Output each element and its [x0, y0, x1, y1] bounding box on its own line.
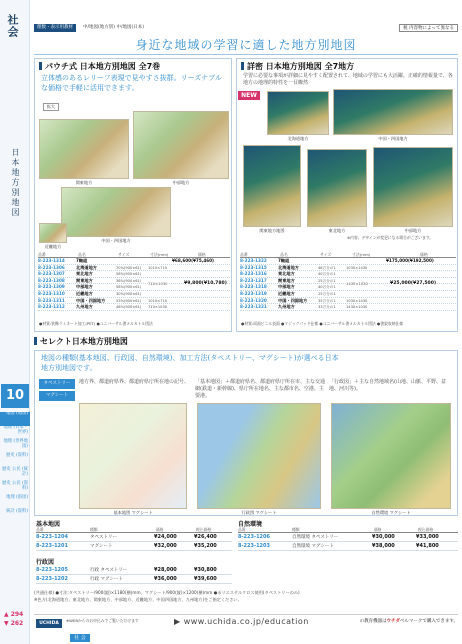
sidebar-nav-item[interactable]: 歴史 公民 (資料) [2, 481, 28, 491]
footnote: ※内容、デザインが変更になる場合がございます。 [347, 235, 434, 240]
table-header: 品番 品名 サイズ 寸法(mm) 価格 [38, 252, 230, 258]
map-caption: 東北地方 [328, 228, 346, 233]
panel-desc: 学習に必要な事項が詳細に見やすく配置されて、地域の学習にも大活躍。正確的情報量で、各地方の地理的特性を一目瞭然 [243, 73, 453, 86]
section-lead: 地図の種類(基本地図、行政図、自然環境)、加工方法(タペストリー、マグシート)が選べる日本地方別地図です。 [41, 354, 339, 372]
sidebar-nav-item[interactable]: 地理 (日本・世界) [3, 425, 28, 435]
order-note: ※色方(北海道地方、東北地方、関東地方、中部地方、近畿地方、中国四国地方、九州地方)をご指定ください。 [34, 597, 242, 602]
table-row: 8-223-1321 九州地方 33万分の1 1430×1030 [240, 304, 456, 311]
table-header: 品番 品名 サイズ 寸法(mm) 価格 [240, 252, 456, 258]
sidebar-subtitle: 日本地方別地図 [11, 148, 20, 218]
spec-note: ●材質:装飾ラミネート加工(PET) ●ユニバーサル書メルカトル図法 [39, 321, 153, 326]
map-caption: 行政図 マグシート [241, 510, 277, 515]
table-row: 8-223-1311 中国・四国地方 53%(900×61) 1010×710 [38, 298, 230, 305]
top-bar [34, 24, 458, 32]
sidebar-nav-item[interactable]: 歴史 (資料) [6, 453, 28, 458]
map-thumbnail [333, 89, 453, 135]
map-thumbnail [197, 403, 321, 509]
product-table [38, 252, 230, 311]
page-ref[interactable]: 294 [10, 611, 24, 618]
page-ref[interactable]: 262 [10, 620, 24, 627]
panel-select-maps [34, 350, 458, 516]
sidebar-nav-item[interactable]: 地図 (地図) [0, 412, 30, 426]
section-header [34, 336, 458, 348]
sidebar-nav [0, 412, 30, 524]
sidebar-nav-item[interactable]: 地理 (掛図) [6, 495, 28, 500]
table-row: 8-223-1319 近畿地方 25万分の1 [240, 291, 456, 298]
table-row: 8-223-1322 7軸組 ¥175,000(¥192,500) [240, 258, 456, 265]
map-thumbnail [39, 223, 67, 243]
table-row: 8-223-1308 関東地方 36%(900×61) [38, 278, 230, 285]
panel-title: 詳密 日本地方別地図 全7地方 [241, 61, 354, 72]
map-caption: 中国・四国地方 [101, 238, 131, 243]
table-row: 8-223-1201 マグシート ¥32,000 ¥35,200 [36, 542, 232, 551]
map-thumbnail [373, 147, 453, 227]
table-title: 行政図 [36, 559, 55, 566]
table-row: 8-223-1318 中部地方 40万分の1 [240, 284, 456, 291]
map-thumbnail [307, 149, 367, 227]
map-caption: 中部地方 [404, 228, 422, 233]
desc-nature: 「行政図」＋主な自然地域名(山地、山脈、平野、盆地、河川等)。 [329, 379, 446, 392]
table-title: 基本地図 [36, 521, 61, 528]
map-caption: 関東地方 [75, 180, 93, 185]
map-thumbnail [61, 187, 171, 237]
table-row: 8-223-1204 タペストリー ¥24,000 ¥26,400 [36, 533, 232, 542]
map-thumbnail [133, 111, 229, 179]
table-row: 8-223-1309 中部地方 58%(900×61) [38, 284, 230, 291]
map-thumbnail [39, 119, 129, 179]
chapter-number: 10 [1, 384, 29, 408]
table-header: 品番 種類 価格 税込価格 [36, 527, 232, 533]
bellmark-note: の教育機器はウチダベルマークで購入できます。 [359, 619, 458, 624]
common-spec: (共通仕様) ●寸法:タペストリー/900(縦)×1180(横)mm、マグシート/900(縦)×1200(横)mm ●ポリエステルクロス使用(タペストリーのみ) [34, 590, 300, 595]
panel-title: パウチ式 日本地方別地図 全7巻 [39, 61, 160, 72]
map-caption: 中国・四国地方 [378, 136, 408, 141]
map-thumbnail [331, 403, 451, 509]
table-row: 8-223-1205 行政 タペストリー ¥28,000 ¥30,800 [36, 566, 232, 575]
spec-note: ●材質:両面ビニル表面 ●マジックパッド仕様 ●ユニバーサル書メルカトル図法 ●書架収納仕様 [241, 321, 404, 326]
website-link[interactable]: ▶ www.uchida.co.jp/education [174, 617, 309, 626]
desc-basic: 地方界、都道府県界、都道府県庁所在地の記号、 [79, 379, 190, 385]
table-row: 8-223-1203 自然環境 マグシート ¥38,000 ¥41,800 [238, 542, 458, 551]
price-table-admin [36, 566, 232, 584]
sidebar-nav-item[interactable]: 地理 (世界地図) [3, 439, 28, 449]
shared-dimension: 1430×1030 [346, 282, 368, 286]
banner [34, 35, 458, 55]
sidebar-nav-item[interactable]: 統計 (資料) [6, 509, 28, 514]
footer [34, 614, 458, 630]
left-sidebar [0, 0, 30, 644]
page-refs: ▲ 294 ▼ 262 [4, 611, 24, 627]
table-row: 8-223-1202 行政 マグシート ¥36,000 ¥39,600 [36, 575, 232, 584]
shared-price: ¥25,000(¥27,500) [390, 281, 437, 286]
map-caption: 近畿地方 [44, 244, 62, 249]
shared-price: ¥9,800(¥10,780) [184, 281, 227, 286]
map-thumbnail [79, 403, 187, 509]
price-tag: 税 内容物によって異なる [399, 24, 458, 32]
table-row: 8-223-1314 7軸組 ¥68,600(¥75,460) [38, 258, 230, 265]
table-row: 8-223-1310 近畿地方 30%(900×61) [38, 291, 230, 298]
product-table [240, 252, 456, 311]
table-row: 8-223-1306 北海道地方 70%(900×61) 1010×710 [38, 265, 230, 272]
panel-pouch-maps [34, 58, 232, 332]
panel-lead: 立体感のあるレリーフ表現で見やすさ抜群。リーズナブルな価格で手軽に活用できます。 [41, 74, 222, 92]
web-note: ※WEBからのお申込みでご覧いただけます [66, 618, 139, 623]
uchida-logo: UCHIDA [36, 619, 62, 628]
new-badge: NEW [238, 91, 260, 100]
map-caption: 中部地方 [172, 180, 190, 185]
panel-detailed-maps [236, 58, 458, 332]
table-row: 8-223-1307 東北地方 58%(900×61) [38, 271, 230, 278]
table-row: 8-223-1316 東北地方 40万分の1 [240, 271, 456, 278]
footer-notes [34, 589, 458, 603]
type-label: マグシート [39, 391, 75, 401]
map-caption: 関東地方地図 [259, 228, 285, 233]
map-caption: 基本地図 マグシート [113, 510, 153, 515]
type-label: タペストリー [39, 379, 75, 389]
sidebar-category: 社会 [6, 14, 19, 38]
sidebar-nav-item[interactable]: 歴史 公民 (統計) [2, 467, 28, 477]
price-table-basic [36, 527, 232, 551]
table-row: 8-223-1320 中国・四国地方 35万分の1 1030×1430 [240, 298, 456, 305]
table-row: 8-223-1206 自然環境 タペストリー ¥30,000 ¥33,000 [238, 533, 458, 542]
table-title: 自然環境 [238, 521, 263, 528]
banner-title: 身近な地域の学習に適した地方別地図 [135, 38, 357, 52]
category-tag: 理数・表示用教材 [34, 24, 76, 32]
map-caption: 自然環境 マグシート [371, 510, 411, 515]
table-row: 8-223-1312 九州地方 48%(900×61) 710×1030 [38, 304, 230, 311]
map-thumbnail [267, 91, 329, 135]
shared-dimension: 710×1030 [148, 282, 168, 286]
table-header: 品番 種類 価格 税込価格 [238, 527, 458, 533]
table-row: 8-223-1317 関東地方 25万分の1 [240, 278, 456, 285]
map-thumbnail [243, 145, 301, 227]
section-title: セレクト日本地方別地図 [34, 337, 128, 346]
map-caption: 北海道地方 [287, 136, 309, 141]
subcategory-tag: 中/地図(地方別) 中/地図(日本) [83, 25, 144, 30]
mini-label: 拡大 [43, 103, 59, 111]
desc-admin: 「基本地図」＋都道府県名、都道府県庁所在市、主な交通網(鉄道・新幹線)、県庁所在地名、主な都市名、空港、主要港。 [195, 379, 326, 399]
page-label: 社 会 [70, 634, 90, 642]
price-table-nature [238, 527, 458, 551]
table-row: 8-223-1315 北海道地方 48万分の1 1030×1430 [240, 265, 456, 272]
